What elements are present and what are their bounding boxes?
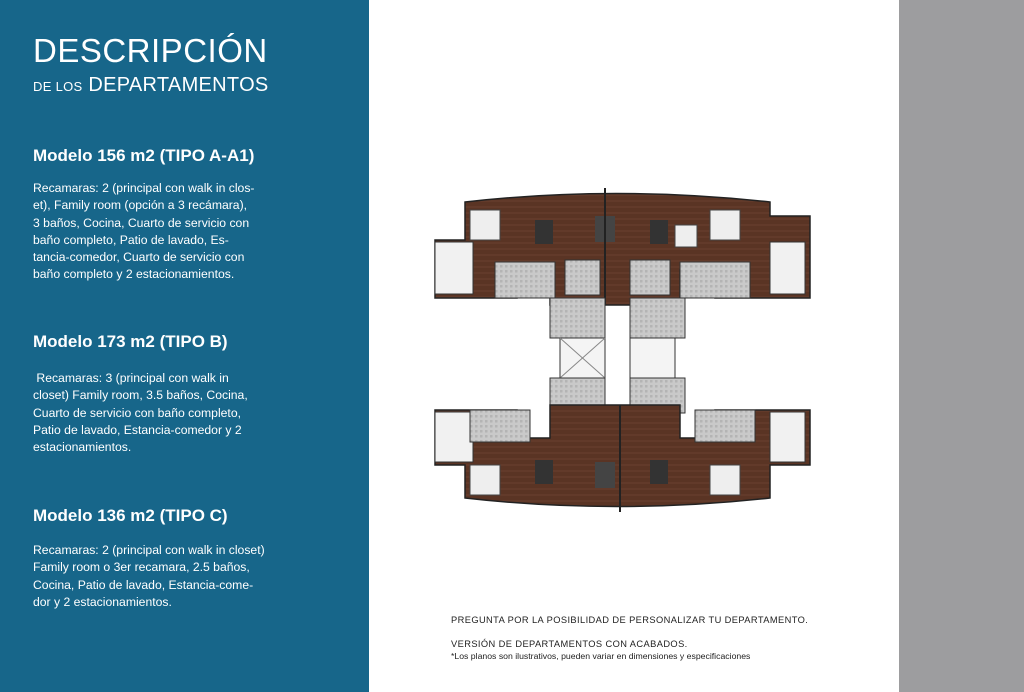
model-heading-c: Modelo 136 m2 (TIPO C) (33, 506, 228, 525)
disclaimer-note: *Los planos son ilustrativos, pueden variar en dimensiones y especificaciones (451, 651, 751, 661)
model-heading-a: Modelo 156 m2 (TIPO A-A1) (33, 146, 255, 165)
page-title: DESCRIPCIÓN (33, 32, 268, 69)
model-description-c (33, 542, 293, 611)
desc-line: baño completo y 2 estacionamientos. (33, 267, 235, 282)
core (550, 298, 685, 413)
bottom-wing (435, 405, 810, 512)
personalize-note: PREGUNTA POR LA POSIBILIDAD DE PERSONALIZAR TU DEPARTAMENTO. (451, 615, 809, 625)
desc-line: Recamaras: 2 (principal con walk in clos- (33, 181, 255, 195)
desc-line: Cocina, Patio de lavado, Estancia-come- (33, 577, 254, 592)
desc-line: estacionamientos. (33, 440, 132, 455)
floor-plan-image (425, 180, 815, 520)
page-subtitle (33, 75, 269, 95)
subtitle-prefix: DE LOS (33, 79, 83, 94)
desc-line: et), Family room (opción a 3 recámara), (33, 198, 248, 213)
model-description-b (33, 370, 278, 456)
top-wing (435, 188, 810, 305)
description-panel (0, 0, 369, 692)
desc-line: Patio de lavado, Estancia-comedor y 2 (33, 422, 242, 437)
desc-line: Family room o 3er recamara, 2.5 baños, (33, 560, 250, 575)
desc-line: Recamaras: 3 (principal con walk in (33, 371, 229, 385)
desc-line: closet) Family room, 3.5 baños, Cocina, (33, 388, 248, 403)
desc-line: baño completo, Patio de lavado, Es- (33, 232, 229, 247)
desc-line: tancia-comedor, Cuarto de servicio con (33, 250, 245, 265)
finishes-note: VERSIÓN DE DEPARTAMENTOS CON ACABADOS. (451, 639, 688, 649)
desc-line: dor y 2 estacionamientos. (33, 594, 172, 609)
desc-line: 3 baños, Cocina, Cuarto de servicio con (33, 215, 250, 230)
desc-line: Cuarto de servicio con baño completo, (33, 405, 241, 420)
model-heading-b: Modelo 173 m2 (TIPO B) (33, 332, 228, 351)
subtitle-main: DEPARTAMENTOS (88, 74, 269, 96)
model-description-a (33, 180, 278, 284)
side-strip (899, 0, 1024, 692)
desc-line: Recamaras: 2 (principal con walk in closet) (33, 543, 265, 557)
